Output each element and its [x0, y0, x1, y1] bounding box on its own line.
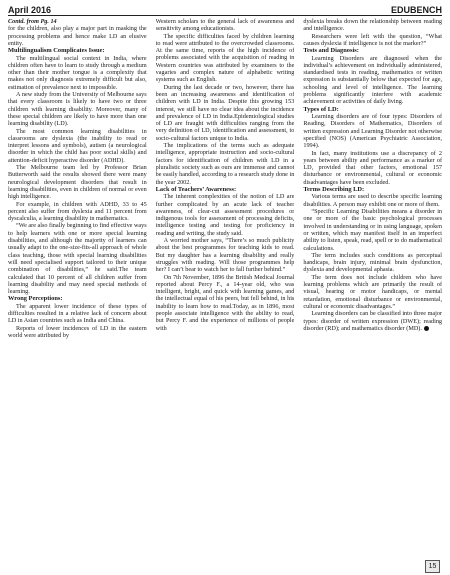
page-header	[8, 2, 442, 15]
paragraph: Researchers were left with the question, “What causes dyslexia if intelligence is not the marker?”	[303, 32, 443, 47]
paragraph: The term does not include children who have learning problems which are primarily the result of visual, hearing or motor handicaps, or mental retardation, emotional disturbance or environmental, cultural or economic disadvantages.”	[303, 273, 443, 310]
column-3	[303, 18, 442, 558]
column-2	[156, 18, 295, 558]
end-of-article-mark	[424, 326, 429, 331]
paragraph: For example, in children with ADHD, 33 to 45 percent also suffer from dyslexia and 11 percent from dyscalculia, a learning disability in mathematics.	[8, 200, 147, 223]
section-heading: Wrong Perceptions:	[8, 295, 63, 303]
paragraph: dyslexia breaks down the relationship between reading and intelligence.	[303, 18, 443, 33]
paragraph: The apparent lower incidence of these types of difficulties resulted in a relative lack of concern about LD in Asian countries such as India and China.	[8, 302, 147, 325]
paragraph: The Melbourne team led by Professor Brian Butterworth said the results showed there were many neurological development disorders that result in learning disabilities, even in children of normal or even high intelligence.	[8, 164, 147, 201]
magazine-name: EDUBENCH	[390, 5, 442, 15]
paragraph: Learning disorders are of four types: Disorders of Reading, Disorders of Mathematics, Disorders of written expression and Learning Disorder not otherwise specified (NOS) (American Psychiatric Association, 1994).	[303, 113, 443, 150]
paragraph: for the children, also play a major part in masking the processing problems and hence make LD an elusive entity.	[8, 25, 147, 47]
page-number: 15	[425, 560, 440, 573]
paragraph: Various terms are used to describe specific learning disabilities. A person may exhibit one or more of them.	[303, 193, 443, 208]
paragraph: A worried mother says, “There’s so much publicity about the best programmes for teaching kids to read. But my daughter has a learning disability and really struggles with reading. Will those programmes help her? I can’t bear to watch her to fall further behind.”	[155, 237, 295, 274]
paragraph: The implications of the terms such as adequate intelligence, appropriate instruction and socio-cultural factors for identification of children with LD in a pluralistic society such as ours are immense and cannot be easily handled, according to a research study done in the year 2002.	[155, 142, 295, 186]
paragraph: The term includes such conditions as perceptual handicaps, brain injury, minimal brain dysfunction, dyslexia and developmental aphasia.	[303, 251, 443, 274]
paragraph: “Specific Learning Disabilities means a disorder in one or more of the basic psychological processes involved in understanding or in using language, spoken or written, which may manifest itself in an imperfect ability to listen, speak, read, spell or to do mathematical calculations.	[303, 208, 443, 252]
paragraph: Western scholars to the general lack of awareness and sensitivity among educationists.	[155, 18, 295, 33]
section-heading: Lack of Teachers’ Awareness:	[155, 185, 237, 193]
article-columns	[8, 18, 442, 558]
paragraph: The specific difficulties faced by children learning to read were attributed to the overcrowded classrooms. At the same time, reports of the high incidence of problems associated with the acquisition of reading in Western countries was attributed by examiners to the vagaries and complex nature of alphabetic writing systems such as English.	[155, 32, 295, 84]
section-heading: Tests and Diagnosis:	[303, 47, 359, 55]
section-heading: Multilingualism Complicates Issue:	[8, 47, 105, 55]
continued-note: Contd. from Pg. 14	[8, 18, 57, 25]
paragraph: Reports of lower incidences of LD in the eastern world were attributed by	[8, 324, 147, 339]
paragraph: Learning disorders can be classified into three major types: disorder of written expression (DWE); reading disorder (RD); and mathematics disorder (MD).	[303, 310, 443, 332]
paragraph: Learning Disorders are diagnosed when the individual’s achievement on individually administered, standardised tests in reading, mathematics or written expression is substantially below that expected for age, schooling and level of intelligence. The learning problems significantly interfere with academic achievement or activities of daily living.	[303, 54, 443, 106]
issue-date: April 2016	[8, 5, 52, 15]
section-heading: Types of LD:	[303, 105, 339, 113]
section-heading: Terms Describing LD:	[303, 186, 365, 194]
header-rule	[8, 15, 442, 16]
paragraph: The multilingual social context in India, where children often have to learn to study through a medium other than their mother tongue is a complexity that makes not only diagnosis extremely difficult but also, estimation of prevalence next to impossible.	[8, 54, 147, 91]
column-1	[8, 18, 147, 558]
paragraph: On 7th November, 1896 the British Medical Journal reported about Percy F., a 14-year old, who was intelligent, bright, and quick with learning games, and the intellectual equal of his peers, but fell behind, in his inability to learn how to read.Today, as in 1896, most people associate intelligence with the ability to read, but Percy F. and the experience of millions of people with	[155, 273, 295, 332]
paragraph: During the last decade or two, however, there has been an increasing awareness and identification of children with LD in India. Despite this growing 153 interest, we still have no clear idea about the incidence and prevalence of LD in India.Epidemiological studies of LD are fraught with difficulties ranging from the very definition of LD, identification and assessment, to socio-cultural factors unique to India.	[155, 83, 295, 142]
paragraph: The most common learning disabilities in classrooms are dyslexia (the inability to read or interpret lessons and symbols), autism (a neurological disorder in which the child has poor social skills) and attention-deficit hyperactive disorder (ADHD).	[8, 127, 147, 164]
paragraph: In fact, many institutions use a discrepancy of 2 years between ability and performance as a marker of LD, provided that other factors, emotional 157 disturbance or environmental, cultural or economic disadvantages have been excluded.	[303, 149, 443, 186]
paragraph: The inherent complexities of the notion of LD are further complicated by an acute lack of teacher awareness, of clear-cut assessment procedures or indigenous tools for assessment of processing deficits, intelligence testing and testing for proficiency in reading and writing, the study said.	[155, 193, 295, 237]
paragraph: A new study from the University of Melbourne says that every classroom is likely to have two or three children with learning disability. Moreover, many of these special children are likely to have more than one learning disability (LD).	[8, 91, 147, 128]
paragraph: “We are also finally beginning to find effective ways to help learners with one or more special learning disabilities, and although the majority of learners can usually adapt to the one-size-fits-all approach of whole class teaching, those with special learning disabilities will need specialised support tailored to their unique combination of disabilities,” he said.The team calculated that 10 percent of all children suffer from learning disability and may need special methods of learning.	[8, 222, 147, 296]
